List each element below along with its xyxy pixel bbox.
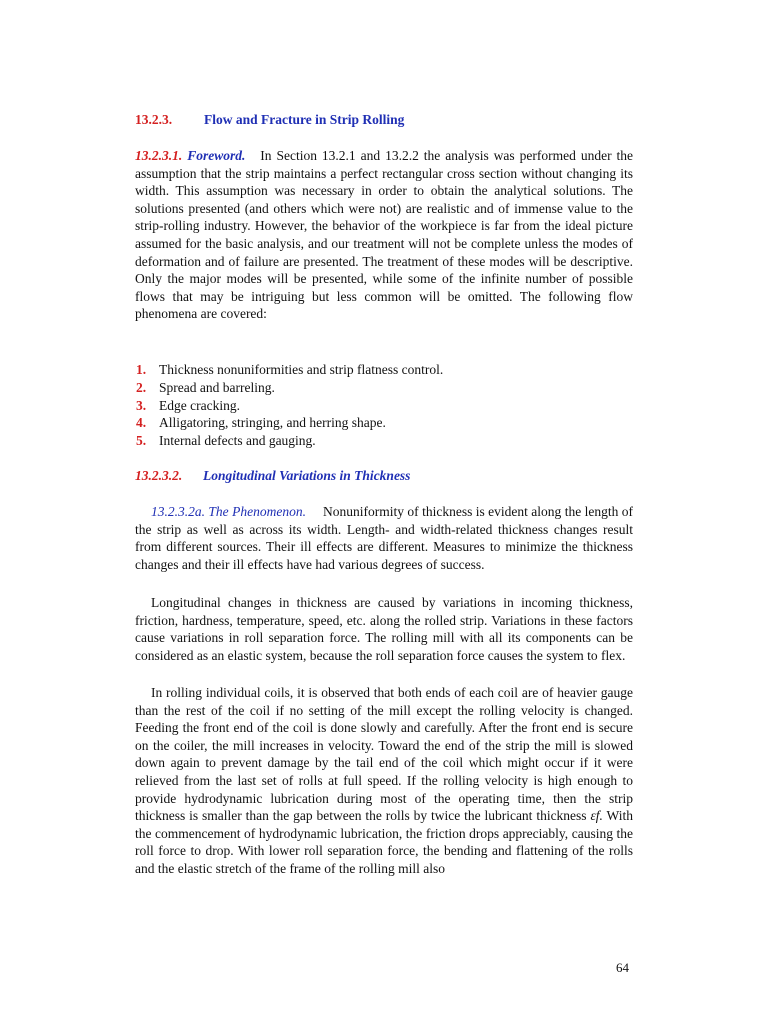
foreword-paragraph <box>135 147 633 323</box>
list-item: 5. Internal defects and gauging. <box>136 433 316 449</box>
foreword-title: Foreword. <box>187 148 246 163</box>
phenomenon-number: 13.2.3.2a. <box>151 504 205 519</box>
phenomenon-paragraph-1 <box>135 503 633 573</box>
list-item: 4. Alligatoring, stringing, and herring shape. <box>136 415 386 431</box>
subsection-number: 13.2.3.2. <box>135 468 183 483</box>
list-item: 1. Thickness nonuniformities and strip flatness control. <box>136 362 444 377</box>
phenomenon-text-2: Longitudinal changes in thickness are caused by variations in incoming thickness, friction, hardness, temperature, speed, etc. along the rolled strip. Variations in these factors cause variations in roll separation force. The rolling mill with all its components can be considered as an elastic system, because the roll separation force causes the system to flex. <box>135 595 633 663</box>
phenomenon-title: The Phenomenon. <box>208 504 306 519</box>
subsection-heading <box>135 468 410 484</box>
phenomenon-paragraph-3 <box>135 684 633 878</box>
section-heading <box>135 112 404 128</box>
lubricant-thickness-symbol: εf. <box>590 808 603 824</box>
phenomenon-text-3a: In rolling individual coils, it is observed that both ends of each coil are of heavier gauge than the rest of the coil if no setting of the mill except the rolling velocity is changed. Feeding the front end of the coil is done slowly and carefully. After the front end is secure on the coiler, the mill increases in velocity. Toward the end of the strip the mill is slowed down again to prevent damage by the tail end of the coil which might occur if it were relieved from the last set of rolls at full speed. If the rolling velocity is high enough to provide hydrodynamic lubrication during most of the operating time, then the strip thickness is smaller than the gap between the rolls by twice the lubricant thickness <box>135 685 633 824</box>
foreword-number: 13.2.3.1. <box>135 148 183 163</box>
section-number: 13.2.3. <box>135 112 173 127</box>
phenomena-list <box>135 361 443 450</box>
phenomenon-text-1: Nonuniformity of thickness is evident along the length of the strip as well as across its width. Length- and width-related thickness changes result from different sources. Their ill effects are different. Measures to minimize the thickness changes and their ill effects have had various degrees of success. <box>135 504 634 572</box>
subsection-title: Longitudinal Variations in Thickness <box>203 468 411 483</box>
phenomenon-paragraph-2 <box>135 594 633 664</box>
page-number: 64 <box>616 960 629 975</box>
list-item: 3. Edge cracking. <box>136 397 240 413</box>
phenomenon-text-3b: With the commencement of hydrodynamic lubrication, the friction drops appreciably, causing the roll force to drop. With lower roll separation force, the bending and flattening of the rolls and the elastic stretch of the frame of the rolling mill also <box>135 808 633 876</box>
list-item: 2. Spread and barreling. <box>136 379 275 395</box>
foreword-text: In Section 13.2.1 and 13.2.2 the analysis was performed under the assumption that the strip maintains a perfect rectangular cross section without changing its width. This assumption was necessary in order to obtain the analytical solutions. The solutions presented (and others which were not) are realistic and of immense value to the strip-rolling industry. However, the behavior of the workpiece is far from the ideal picture assumed for the basic analysis, and our treatment will not be complete unless the modes of deformation and of failure are presented. The treatment of these modes will be descriptive. Only the major modes will be presented, while some of the infinite number of possible flows that may be intriguing but less common will be omitted. The following flow phenomena are covered: <box>135 148 634 322</box>
section-title: Flow and Fracture in Strip Rolling <box>204 112 405 127</box>
